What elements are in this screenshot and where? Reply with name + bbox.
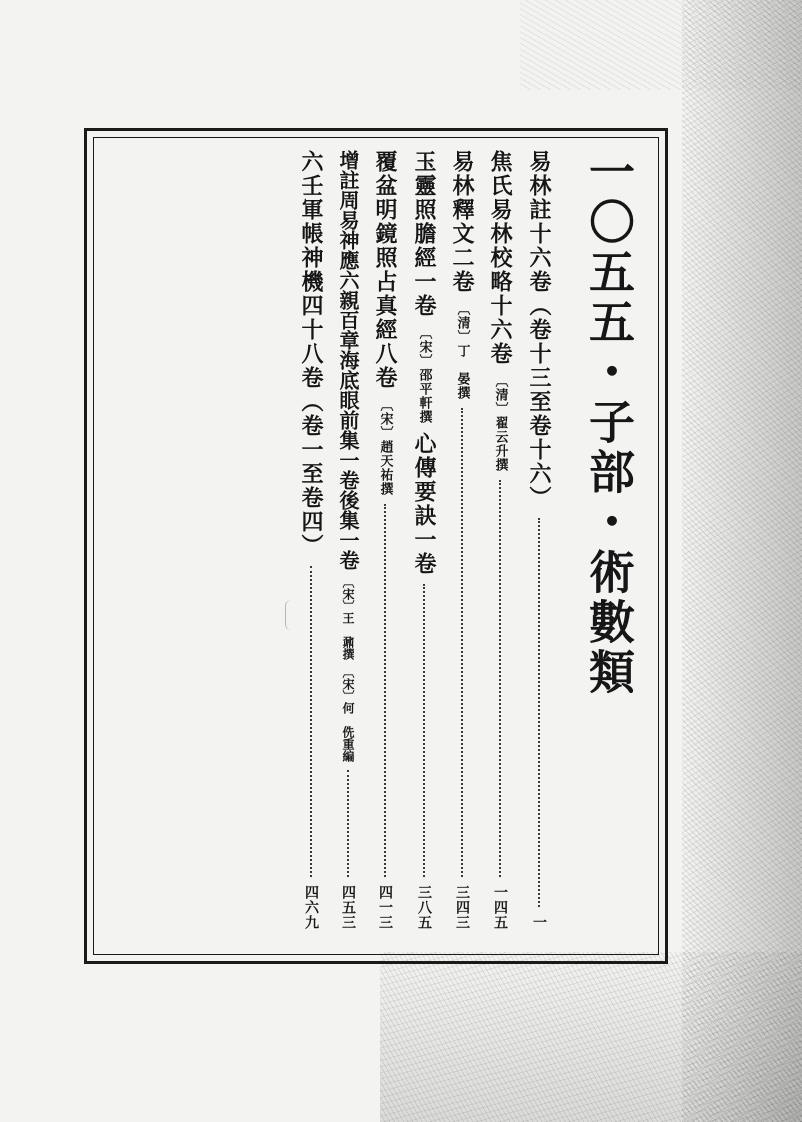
leader-dots xyxy=(347,770,349,877)
toc-entry-1 xyxy=(524,150,554,930)
entry-author: 〔宋〕趙天祐撰 xyxy=(377,398,393,496)
leader-dots xyxy=(499,480,501,877)
entry-title: 六壬軍帳神機四十八卷（卷一至卷四） xyxy=(298,150,324,558)
leader-dots xyxy=(423,584,425,877)
page-number: 四六九 xyxy=(303,885,319,930)
page-number: 四五三 xyxy=(340,885,356,930)
entry-title: 易林註十六卷（卷十三至卷十六） xyxy=(526,150,552,510)
page-number: 四一三 xyxy=(377,885,393,930)
entry-author: 〔宋〕王 鼐撰 〔宋〕何 侁重編 xyxy=(341,576,355,762)
toc-entry-3 xyxy=(447,150,477,930)
page-number: 三八五 xyxy=(416,885,432,930)
toc-entry-7 xyxy=(296,150,326,930)
entry-title: 玉靈照膽經一卷 xyxy=(411,150,437,318)
page-number: 三四三 xyxy=(454,885,470,930)
entry-author: 〔清〕翟云升撰 xyxy=(492,374,508,472)
entry-title: 易林釋文二卷 xyxy=(449,150,475,294)
toc-entry-4 xyxy=(409,150,439,930)
entry-title: 焦氏易林校略十六卷 xyxy=(487,150,513,366)
scan-smudge xyxy=(285,600,302,630)
entry-author: 〔清〕丁 晏撰 xyxy=(454,302,470,400)
scan-noise-bottom xyxy=(380,952,802,1122)
entry-title: 增註周易神應六親百章海底眼前集一卷後集一卷 xyxy=(336,150,360,570)
page-number: 一 xyxy=(531,915,547,930)
toc-entry-6 xyxy=(333,150,363,930)
leader-dots xyxy=(461,408,463,877)
leader-dots xyxy=(538,518,540,907)
section-heading: 一〇五五・子部・術數類 xyxy=(582,148,636,698)
entry-title-secondary: 心傳要訣一卷 xyxy=(411,432,437,576)
leader-dots xyxy=(310,566,312,877)
entry-author: 〔宋〕邵平軒撰 xyxy=(416,326,432,424)
page-number: 一四五 xyxy=(492,885,508,930)
leader-dots xyxy=(384,504,386,877)
toc-entry-5 xyxy=(370,150,400,930)
entry-title: 覆盆明鏡照占真經八卷 xyxy=(372,150,398,390)
toc-entry-2 xyxy=(485,150,515,930)
